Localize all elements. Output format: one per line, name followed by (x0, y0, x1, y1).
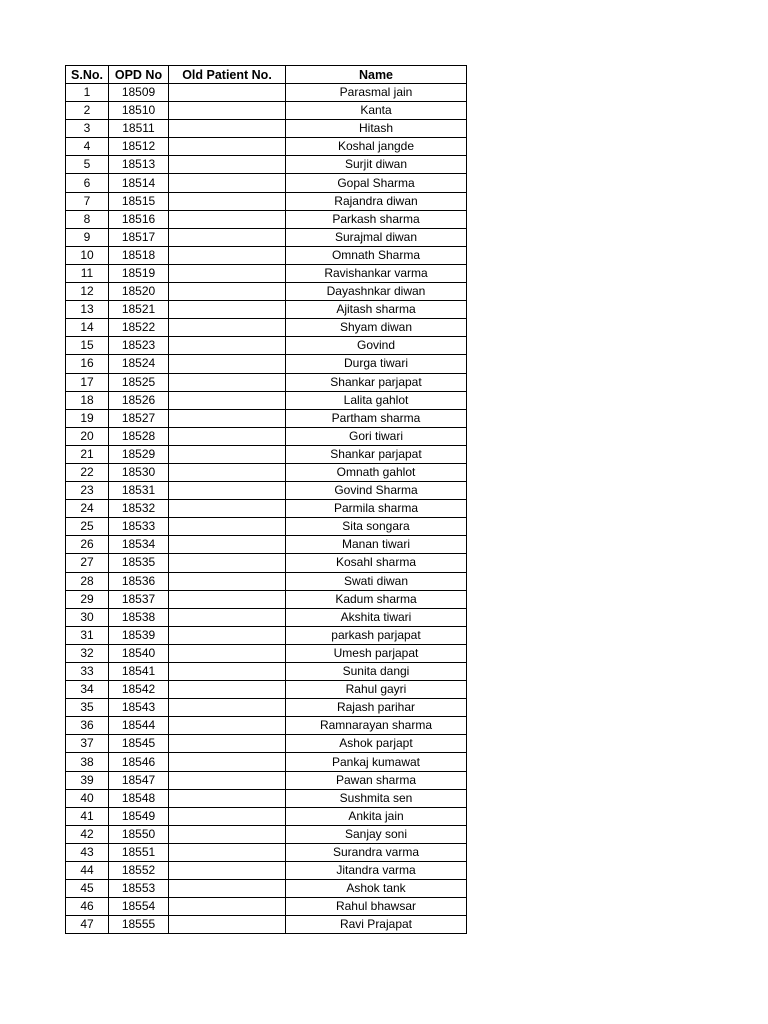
cell-name: Pankaj kumawat (286, 753, 467, 771)
cell-sno: 7 (66, 192, 109, 210)
cell-sno: 15 (66, 337, 109, 355)
cell-old-patient-no (169, 644, 286, 662)
table-row (66, 500, 467, 518)
cell-old-patient-no (169, 663, 286, 681)
cell-old-patient-no (169, 319, 286, 337)
table-row (66, 482, 467, 500)
cell-old-patient-no (169, 843, 286, 861)
cell-name: Umesh parjapat (286, 644, 467, 662)
cell-sno: 11 (66, 264, 109, 282)
cell-opd-no: 18529 (109, 445, 169, 463)
cell-opd-no: 18542 (109, 681, 169, 699)
cell-name: Dayashnkar diwan (286, 283, 467, 301)
cell-sno: 31 (66, 626, 109, 644)
cell-opd-no: 18526 (109, 391, 169, 409)
cell-opd-no: 18536 (109, 572, 169, 590)
table-row (66, 843, 467, 861)
cell-opd-no: 18533 (109, 518, 169, 536)
cell-name: Rahul bhawsar (286, 898, 467, 916)
cell-opd-no: 18543 (109, 699, 169, 717)
cell-sno: 23 (66, 482, 109, 500)
cell-opd-no: 18538 (109, 608, 169, 626)
cell-name: Koshal jangde (286, 138, 467, 156)
cell-old-patient-no (169, 409, 286, 427)
table-row (66, 862, 467, 880)
cell-old-patient-no (169, 735, 286, 753)
cell-opd-no: 18540 (109, 644, 169, 662)
cell-name: Akshita tiwari (286, 608, 467, 626)
cell-opd-no: 18531 (109, 482, 169, 500)
cell-name: Ravishankar varma (286, 264, 467, 282)
cell-sno: 34 (66, 681, 109, 699)
cell-name: Rahul gayri (286, 681, 467, 699)
cell-old-patient-no (169, 84, 286, 102)
cell-sno: 33 (66, 663, 109, 681)
cell-name: parkash parjapat (286, 626, 467, 644)
cell-name: Sita songara (286, 518, 467, 536)
cell-name: Hitash (286, 120, 467, 138)
cell-opd-no: 18552 (109, 862, 169, 880)
table-row (66, 102, 467, 120)
cell-name: Shankar parjapat (286, 445, 467, 463)
header-row (66, 66, 467, 84)
cell-opd-no: 18516 (109, 210, 169, 228)
cell-opd-no: 18545 (109, 735, 169, 753)
cell-opd-no: 18547 (109, 771, 169, 789)
cell-old-patient-no (169, 807, 286, 825)
table-row (66, 120, 467, 138)
patient-table (65, 65, 467, 934)
cell-sno: 36 (66, 717, 109, 735)
cell-opd-no: 18546 (109, 753, 169, 771)
cell-old-patient-no (169, 463, 286, 481)
cell-sno: 12 (66, 283, 109, 301)
cell-name: Surjit diwan (286, 156, 467, 174)
cell-old-patient-no (169, 102, 286, 120)
cell-old-patient-no (169, 898, 286, 916)
cell-sno: 39 (66, 771, 109, 789)
cell-old-patient-no (169, 681, 286, 699)
cell-sno: 44 (66, 862, 109, 880)
cell-old-patient-no (169, 699, 286, 717)
cell-name: Gopal Sharma (286, 174, 467, 192)
cell-sno: 40 (66, 789, 109, 807)
cell-opd-no: 18513 (109, 156, 169, 174)
cell-name: Omnath gahlot (286, 463, 467, 481)
cell-old-patient-no (169, 916, 286, 934)
cell-sno: 37 (66, 735, 109, 753)
cell-opd-no: 18518 (109, 246, 169, 264)
table-row (66, 264, 467, 282)
cell-old-patient-no (169, 246, 286, 264)
cell-sno: 27 (66, 554, 109, 572)
cell-sno: 42 (66, 825, 109, 843)
cell-old-patient-no (169, 554, 286, 572)
cell-name: Pawan sharma (286, 771, 467, 789)
cell-old-patient-no (169, 880, 286, 898)
cell-old-patient-no (169, 717, 286, 735)
cell-sno: 43 (66, 843, 109, 861)
table-row (66, 319, 467, 337)
header-name: Name (286, 66, 467, 84)
header-opd-no: OPD No (109, 66, 169, 84)
cell-name: Gori tiwari (286, 427, 467, 445)
table-row (66, 84, 467, 102)
table-row (66, 898, 467, 916)
cell-opd-no: 18528 (109, 427, 169, 445)
cell-sno: 16 (66, 355, 109, 373)
table-row (66, 789, 467, 807)
cell-name: Ashok tank (286, 880, 467, 898)
cell-opd-no: 18544 (109, 717, 169, 735)
cell-old-patient-no (169, 283, 286, 301)
cell-old-patient-no (169, 572, 286, 590)
cell-name: Sunita dangi (286, 663, 467, 681)
cell-old-patient-no (169, 608, 286, 626)
table-row (66, 246, 467, 264)
cell-old-patient-no (169, 862, 286, 880)
table-body (66, 84, 467, 934)
cell-opd-no: 18512 (109, 138, 169, 156)
cell-sno: 38 (66, 753, 109, 771)
cell-sno: 26 (66, 536, 109, 554)
cell-sno: 45 (66, 880, 109, 898)
cell-old-patient-no (169, 482, 286, 500)
table-header (66, 66, 467, 84)
table-row (66, 138, 467, 156)
cell-opd-no: 18514 (109, 174, 169, 192)
table-row (66, 373, 467, 391)
cell-sno: 28 (66, 572, 109, 590)
cell-old-patient-no (169, 355, 286, 373)
cell-sno: 35 (66, 699, 109, 717)
table-row (66, 699, 467, 717)
cell-old-patient-no (169, 156, 286, 174)
cell-name: Kosahl sharma (286, 554, 467, 572)
cell-opd-no: 18509 (109, 84, 169, 102)
cell-name: Ankita jain (286, 807, 467, 825)
cell-opd-no: 18548 (109, 789, 169, 807)
cell-old-patient-no (169, 771, 286, 789)
cell-sno: 2 (66, 102, 109, 120)
cell-sno: 21 (66, 445, 109, 463)
cell-name: Govind Sharma (286, 482, 467, 500)
cell-sno: 47 (66, 916, 109, 934)
cell-opd-no: 18520 (109, 283, 169, 301)
cell-name: Parasmal jain (286, 84, 467, 102)
cell-name: Rajash parihar (286, 699, 467, 717)
table-row (66, 717, 467, 735)
cell-sno: 1 (66, 84, 109, 102)
cell-name: Surandra varma (286, 843, 467, 861)
cell-old-patient-no (169, 789, 286, 807)
cell-old-patient-no (169, 590, 286, 608)
table-row (66, 753, 467, 771)
cell-name: Ravi Prajapat (286, 916, 467, 934)
cell-sno: 20 (66, 427, 109, 445)
cell-name: Parkash sharma (286, 210, 467, 228)
cell-sno: 29 (66, 590, 109, 608)
cell-old-patient-no (169, 391, 286, 409)
cell-opd-no: 18519 (109, 264, 169, 282)
cell-opd-no: 18539 (109, 626, 169, 644)
table-row (66, 590, 467, 608)
cell-sno: 22 (66, 463, 109, 481)
cell-name: Rajandra diwan (286, 192, 467, 210)
cell-old-patient-no (169, 373, 286, 391)
table-row (66, 409, 467, 427)
table-row (66, 445, 467, 463)
cell-sno: 30 (66, 608, 109, 626)
cell-old-patient-no (169, 337, 286, 355)
table-row (66, 192, 467, 210)
cell-sno: 9 (66, 228, 109, 246)
cell-old-patient-no (169, 138, 286, 156)
table-row (66, 771, 467, 789)
cell-name: Manan tiwari (286, 536, 467, 554)
header-sno: S.No. (66, 66, 109, 84)
cell-old-patient-no (169, 427, 286, 445)
table-row (66, 880, 467, 898)
cell-name: Shyam diwan (286, 319, 467, 337)
cell-old-patient-no (169, 825, 286, 843)
cell-sno: 13 (66, 301, 109, 319)
cell-opd-no: 18532 (109, 500, 169, 518)
cell-sno: 6 (66, 174, 109, 192)
cell-old-patient-no (169, 518, 286, 536)
cell-opd-no: 18553 (109, 880, 169, 898)
cell-opd-no: 18550 (109, 825, 169, 843)
cell-opd-no: 18523 (109, 337, 169, 355)
cell-old-patient-no (169, 192, 286, 210)
cell-name: Govind (286, 337, 467, 355)
table-row (66, 536, 467, 554)
cell-opd-no: 18515 (109, 192, 169, 210)
cell-name: Partham sharma (286, 409, 467, 427)
table-row (66, 391, 467, 409)
cell-name: Shankar parjapat (286, 373, 467, 391)
table-row (66, 301, 467, 319)
cell-name: Ashok parjapt (286, 735, 467, 753)
cell-opd-no: 18522 (109, 319, 169, 337)
cell-opd-no: 18530 (109, 463, 169, 481)
cell-old-patient-no (169, 228, 286, 246)
cell-name: Jitandra varma (286, 862, 467, 880)
cell-opd-no: 18511 (109, 120, 169, 138)
table-row (66, 626, 467, 644)
cell-sno: 17 (66, 373, 109, 391)
cell-sno: 32 (66, 644, 109, 662)
cell-name: Lalita gahlot (286, 391, 467, 409)
cell-sno: 4 (66, 138, 109, 156)
cell-sno: 14 (66, 319, 109, 337)
cell-name: Kanta (286, 102, 467, 120)
cell-sno: 10 (66, 246, 109, 264)
cell-sno: 19 (66, 409, 109, 427)
cell-opd-no: 18535 (109, 554, 169, 572)
table-row (66, 463, 467, 481)
table-row (66, 355, 467, 373)
cell-old-patient-no (169, 264, 286, 282)
cell-old-patient-no (169, 753, 286, 771)
cell-sno: 46 (66, 898, 109, 916)
cell-opd-no: 18537 (109, 590, 169, 608)
cell-sno: 8 (66, 210, 109, 228)
cell-opd-no: 18510 (109, 102, 169, 120)
cell-opd-no: 18524 (109, 355, 169, 373)
cell-opd-no: 18534 (109, 536, 169, 554)
cell-name: Sushmita sen (286, 789, 467, 807)
cell-old-patient-no (169, 626, 286, 644)
patient-list-sheet (65, 65, 466, 934)
table-row (66, 681, 467, 699)
cell-sno: 41 (66, 807, 109, 825)
cell-old-patient-no (169, 500, 286, 518)
table-row (66, 156, 467, 174)
cell-name: Sanjay soni (286, 825, 467, 843)
cell-opd-no: 18551 (109, 843, 169, 861)
table-row (66, 663, 467, 681)
cell-sno: 24 (66, 500, 109, 518)
table-row (66, 807, 467, 825)
cell-old-patient-no (169, 445, 286, 463)
table-row (66, 916, 467, 934)
table-row (66, 174, 467, 192)
cell-name: Swati diwan (286, 572, 467, 590)
cell-old-patient-no (169, 120, 286, 138)
table-row (66, 228, 467, 246)
cell-name: Durga tiwari (286, 355, 467, 373)
cell-old-patient-no (169, 301, 286, 319)
cell-sno: 18 (66, 391, 109, 409)
table-row (66, 210, 467, 228)
table-row (66, 554, 467, 572)
cell-old-patient-no (169, 210, 286, 228)
table-row (66, 283, 467, 301)
cell-name: Kadum sharma (286, 590, 467, 608)
cell-opd-no: 18525 (109, 373, 169, 391)
cell-opd-no: 18541 (109, 663, 169, 681)
cell-old-patient-no (169, 174, 286, 192)
cell-opd-no: 18527 (109, 409, 169, 427)
table-row (66, 337, 467, 355)
table-row (66, 735, 467, 753)
cell-opd-no: 18517 (109, 228, 169, 246)
table-row (66, 518, 467, 536)
cell-name: Surajmal diwan (286, 228, 467, 246)
table-row (66, 825, 467, 843)
cell-sno: 3 (66, 120, 109, 138)
cell-name: Omnath Sharma (286, 246, 467, 264)
cell-opd-no: 18554 (109, 898, 169, 916)
table-row (66, 427, 467, 445)
cell-old-patient-no (169, 536, 286, 554)
table-row (66, 572, 467, 590)
cell-opd-no: 18549 (109, 807, 169, 825)
cell-name: Parmila sharma (286, 500, 467, 518)
cell-sno: 5 (66, 156, 109, 174)
header-old-patient-no: Old Patient No. (169, 66, 286, 84)
table-row (66, 608, 467, 626)
cell-opd-no: 18521 (109, 301, 169, 319)
cell-sno: 25 (66, 518, 109, 536)
cell-name: Ajitash sharma (286, 301, 467, 319)
table-row (66, 644, 467, 662)
cell-opd-no: 18555 (109, 916, 169, 934)
cell-name: Ramnarayan sharma (286, 717, 467, 735)
